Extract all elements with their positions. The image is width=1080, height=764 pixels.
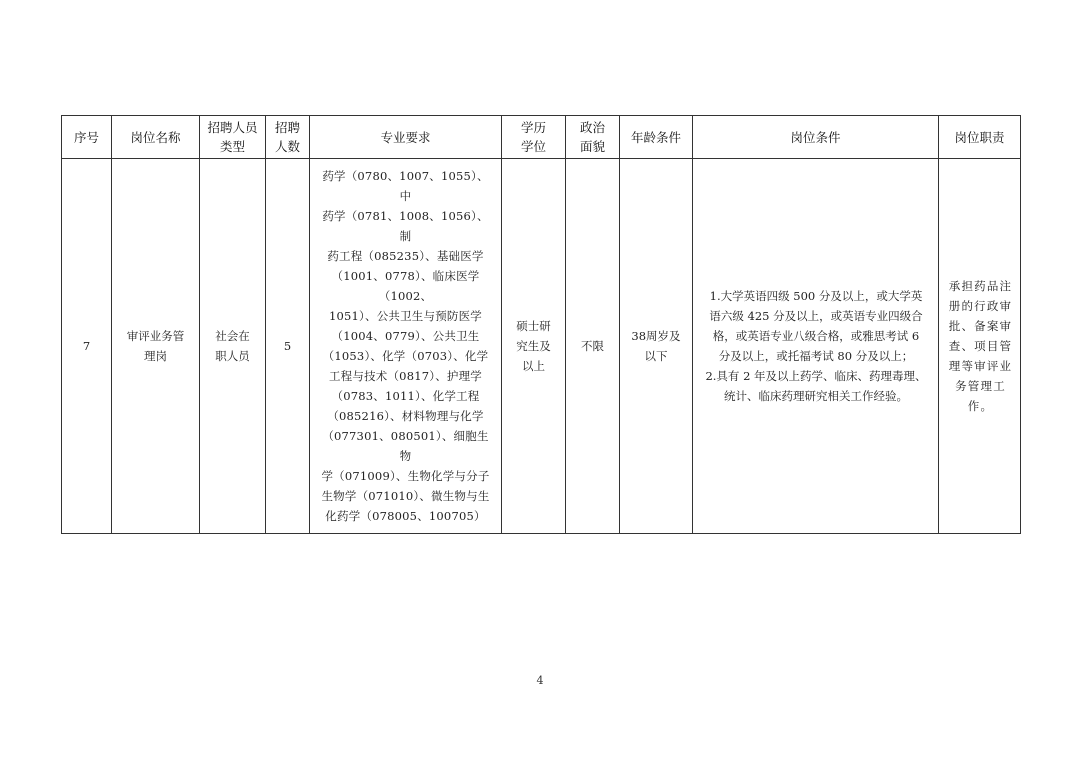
table-body xyxy=(62,159,1021,534)
cell-political xyxy=(566,159,620,534)
cell-education-text: 硕士研 究生及 以上 xyxy=(516,319,551,373)
header-seq-label: 序号 xyxy=(73,129,99,145)
header-seq xyxy=(62,116,112,159)
cell-duties-text: 承担药品注 册的行政审 批、备案审 查、项目管 理等审评业 务管理工 作。 xyxy=(948,279,1013,413)
header-position-name xyxy=(112,116,200,159)
header-education xyxy=(502,116,566,159)
cell-major xyxy=(310,159,502,534)
cell-education xyxy=(502,159,566,534)
cell-count-text: 5 xyxy=(283,339,292,353)
header-education-label: 学历 学位 xyxy=(520,120,546,154)
header-age xyxy=(620,116,693,159)
header-count xyxy=(266,116,310,159)
header-count-label: 招聘 人数 xyxy=(274,120,300,154)
header-age-label: 年龄条件 xyxy=(630,129,681,145)
cell-political-text: 不限 xyxy=(581,339,604,353)
header-political xyxy=(566,116,620,159)
cell-position-name-text: 审评业务管 理岗 xyxy=(126,329,185,363)
header-major-label: 专业要求 xyxy=(380,129,431,145)
cell-age xyxy=(620,159,693,534)
cell-seq-text: 7 xyxy=(82,339,91,353)
header-conditions xyxy=(693,116,939,159)
page-number: 4 xyxy=(536,674,544,687)
header-row xyxy=(62,116,1021,159)
header-major xyxy=(310,116,502,159)
cell-staff-type xyxy=(200,159,266,534)
header-duties-label: 岗位职责 xyxy=(954,129,1005,145)
table-row xyxy=(62,159,1021,534)
cell-major-text: 药学（0780、1007、1055）、中 药学（0781、1008、1056）、制 药工程（085235）、基础医学 （1001、0778）、临床医学（1002、 1051）、公共卫生与预防医学 （1004、0779）、公共卫生 （1053）、化学（0703）、化学 工程与技术（0817）、护理学 （0783、1011）、化学工程 （085216）、材料物理与化学 （077301、080501）、细胞生物 学（071009）、生物化学与分子 生物学（071010）、微生物与生 化药学（078005、100705） xyxy=(321,169,490,523)
cell-staff-type-text: 社会在 职人员 xyxy=(215,329,250,363)
cell-position-name xyxy=(112,159,200,534)
header-political-label: 政治 面貌 xyxy=(579,120,605,154)
cell-conditions xyxy=(693,159,939,534)
cell-duties xyxy=(939,159,1021,534)
table-header xyxy=(62,116,1021,159)
header-conditions-label: 岗位条件 xyxy=(790,129,841,145)
cell-age-text: 38周岁及 以下 xyxy=(631,329,681,363)
header-staff-type xyxy=(200,116,266,159)
cell-seq xyxy=(62,159,112,534)
header-duties xyxy=(939,116,1021,159)
cell-count xyxy=(266,159,310,534)
header-staff-type-label: 招聘人员 类型 xyxy=(207,120,258,154)
header-position-name-label: 岗位名称 xyxy=(130,129,181,145)
recruitment-table xyxy=(61,115,1021,534)
cell-conditions-text: 1.大学英语四级 500 分及以上，或大学英 语六级 425 分及以上，或英语专业四级合 格，或英语专业八级合格，或雅思考试 6 分及以上，或托福考试 80 分及以上； 2.具有 2 年及以上药学、临床、药理毒理、 统计、临床药理研究相关工作经验。 xyxy=(705,289,927,403)
